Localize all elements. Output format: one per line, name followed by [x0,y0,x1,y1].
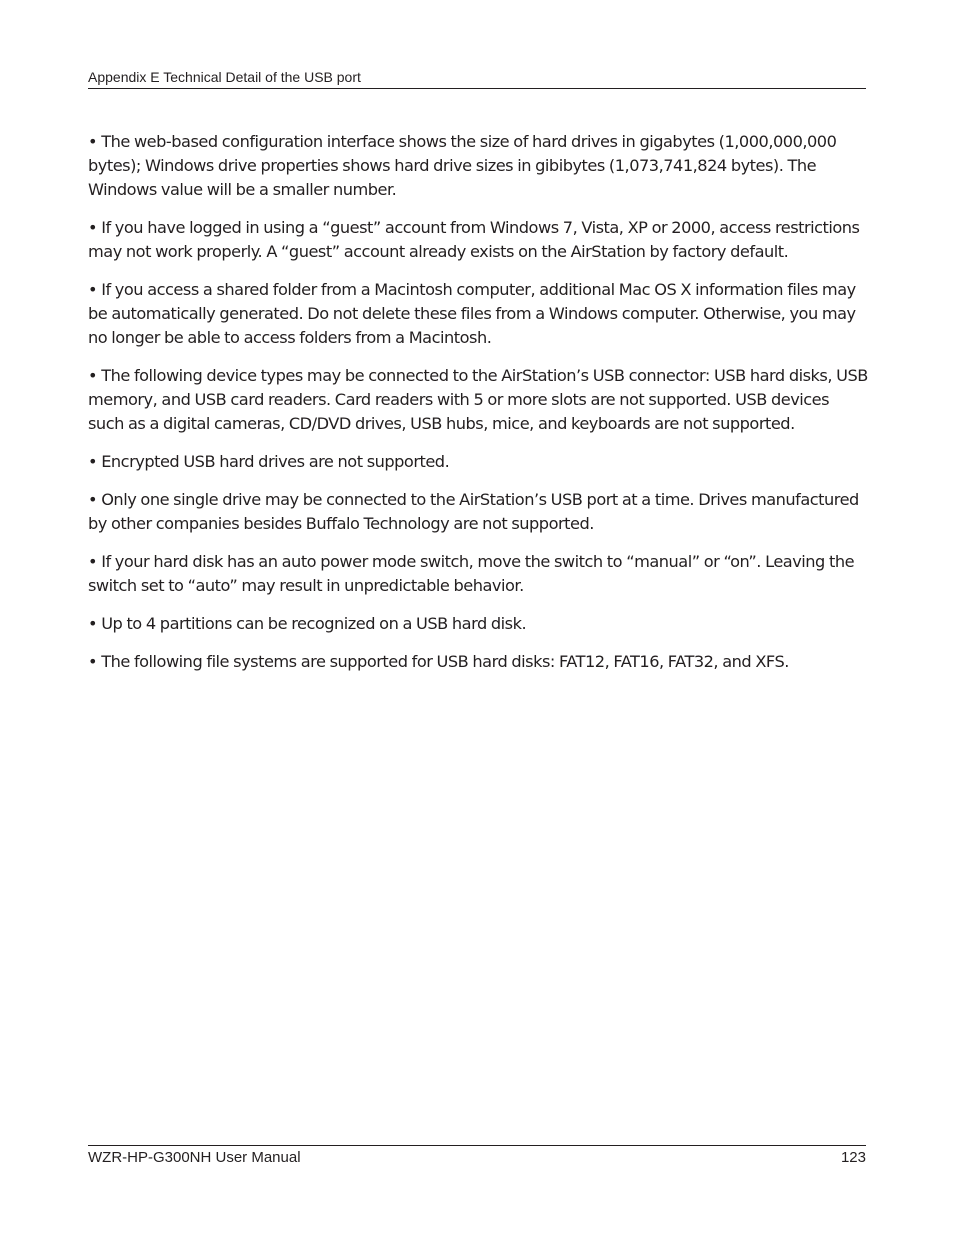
bullet-file-systems: • The following file systems are supported for USB hard disks: FAT12, FAT16, FAT32, and XFS. [88,652,789,671]
bullet-device-types: • The following device types may be connected to the AirStation’s USB connector: USB hard disks, USB memory, and USB card readers. Card readers with 5 or more slots are not supported. USB devices such as a digital cameras, CD/DVD drives, USB hubs, mice, and keyboards are not supported. [88,366,868,433]
bullet-auto-power-mode: • If your hard disk has an auto power mode switch, move the switch to “manual” or “on”. Leaving the switch set to “auto” may result in unpredictable behavior. [88,552,855,595]
page-number: 123 [840,1149,866,1166]
page-footer [88,1145,866,1168]
bullet-macintosh-files: • If you access a shared folder from a Macintosh computer, additional Mac OS X information files may be automatically generated. Do not delete these files from a Windows computer. Otherwise, you may no longer be able to access folders from a Macintosh. [88,280,856,347]
page-header [88,68,866,89]
bullet-single-drive: • Only one single drive may be connected to the AirStation’s USB port at a time. Drives manufactured by other companies besides Buffalo Technology are not supported. [88,490,859,533]
footer-manual-title: WZR-HP-G300NH User Manual [88,1149,301,1166]
bullet-guest-account: • If you have logged in using a “guest” account from Windows 7, Vista, XP or 2000, access restrictions may not work properly. A “guest” account already exists on the AirStation by factory default. [88,218,860,261]
page-content [88,130,868,688]
header-title: Appendix E Technical Detail of the USB port [88,69,361,85]
bullet-partitions: • Up to 4 partitions can be recognized on a USB hard disk. [88,614,527,633]
bullet-hard-drive-size: • The web-based configuration interface shows the size of hard drives in gigabytes (1,000,000,000 bytes); Windows drive properties shows hard drive sizes in gibibytes (1,073,741,824 bytes). The Windows value will be a smaller number. [88,132,837,199]
bullet-encrypted-drives: • Encrypted USB hard drives are not supported. [88,452,450,471]
